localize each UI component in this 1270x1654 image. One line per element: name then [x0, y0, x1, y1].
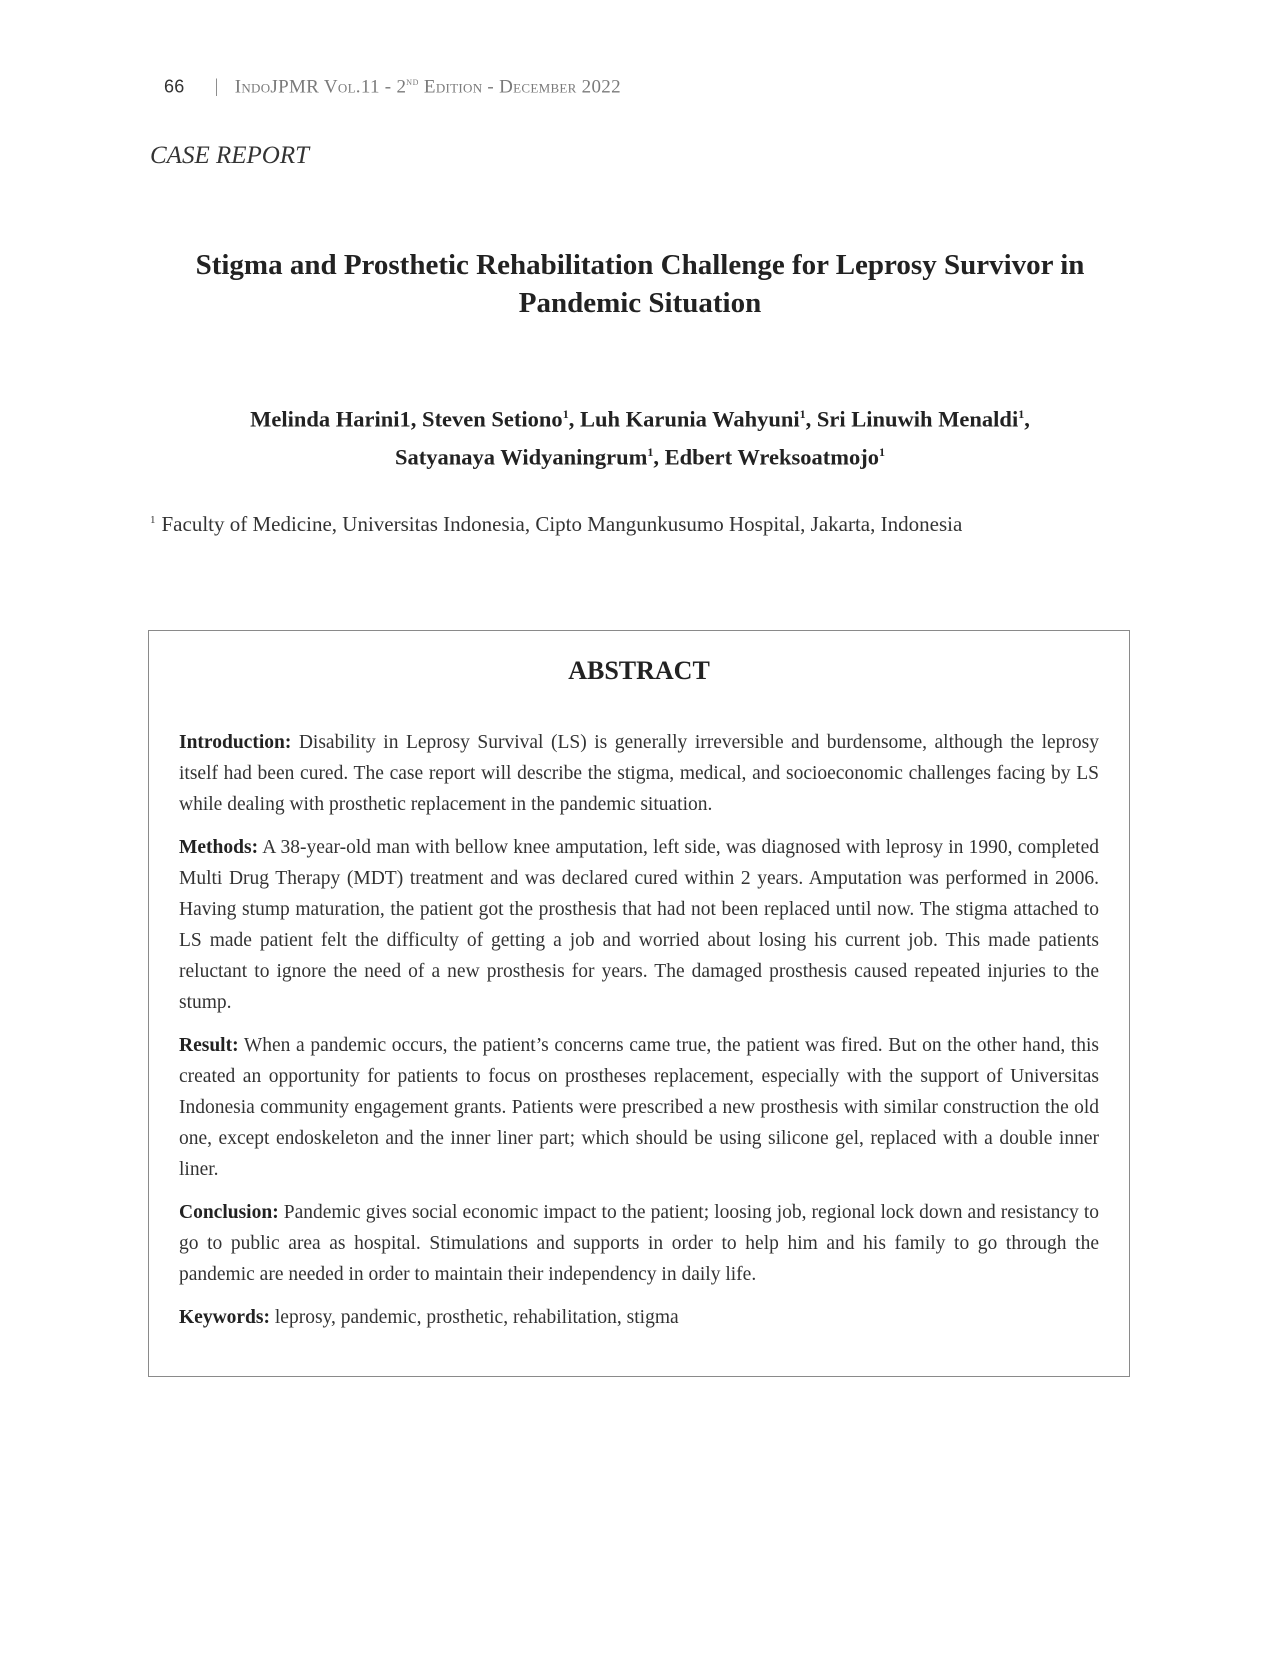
running-header [164, 76, 621, 98]
page-number: 66 [164, 76, 185, 97]
article-title [150, 246, 1130, 322]
title-line: Stigma and Prosthetic Rehabilitation Challenge for Leprosy Survivor in [195, 249, 1085, 281]
abstract-keywords [179, 1302, 1099, 1333]
abstract-conclusion [179, 1197, 1099, 1290]
affiliation-marker: 1 [879, 444, 885, 459]
section-label: Conclusion: [179, 1202, 279, 1223]
abstract-body [179, 727, 1099, 1345]
abstract-box [148, 630, 1130, 1377]
affiliation-text: Faculty of Medicine, Universitas Indonesia, Cipto Mangunkusumo Hospital, Jakarta, Indonesia [161, 512, 963, 536]
section-label: Keywords: [179, 1307, 270, 1328]
journal-edition-superscript: nd [406, 76, 419, 88]
abstract-heading: ABSTRACT [568, 656, 710, 685]
affiliation-marker: 1 [799, 407, 806, 421]
article-type: CASE REPORT [150, 142, 310, 169]
affiliation-number: 1 [150, 514, 156, 526]
section-text: leprosy, pandemic, prosthetic, rehabilitation, stigma [270, 1307, 679, 1328]
journal-info: IndoJPMR Vol.11 - 2 [234, 76, 407, 98]
section-text: Disability in Leprosy Survival (LS) is generally irreversible and burdensome, although the leprosy itself had been cured. The case report will describe the stigma, medical, and socioeconomic challenges facing by LS while dealing with prosthetic replacement in the pandemic situation. [179, 732, 1099, 815]
section-text: When a pandemic occurs, the patient’s concerns came true, the patient was fired. But on the other hand, this created an opportunity for patients to focus on prostheses replacement, especially with the support of Universitas Indonesia community engagement grants. Patients were prescribed a new prosthesis with similar construction the old one, except endoskeleton and the inner liner part; which should be using silicone gel, replaced with a double inner liner. [179, 1035, 1099, 1180]
affiliation-marker: 1 [647, 444, 654, 459]
author-name: Melinda Harini1, Steven Setiono [250, 406, 563, 432]
abstract-introduction [179, 727, 1099, 820]
section-text: Pandemic gives social economic impact to the patient; loosing job, regional lock down and resistancy to go to public area as hospital. Stimulations and supports in order to help him and his family to go through the pandemic are needed in order to maintain their independency in daily life. [179, 1202, 1099, 1285]
affiliation [150, 512, 962, 537]
affiliation-marker: 1 [1018, 407, 1025, 421]
author-name: Satyanaya Widyaningrum [394, 444, 648, 469]
author-name: , Luh Karunia Wahyuni [568, 406, 800, 432]
author-line [150, 436, 1130, 474]
title-line: Pandemic Situation [518, 287, 762, 319]
affiliation-marker: 1 [562, 407, 569, 421]
header-separator: | [214, 76, 219, 98]
section-label: Introduction: [179, 732, 292, 753]
author-name: , Edbert Wreksoatmojo [653, 444, 879, 469]
abstract-methods [179, 832, 1099, 1018]
author-line [150, 398, 1130, 436]
author-separator: , [1024, 406, 1030, 432]
author-name: , Sri Linuwih Menaldi [805, 406, 1019, 432]
author-list [150, 398, 1130, 473]
section-label: Result: [179, 1035, 239, 1056]
section-text: A 38-year-old man with bellow knee amputation, left side, was diagnosed with leprosy in 1990, completed Multi Drug Therapy (MDT) treatment and was declared cured within 2 years. Amputation was performed in 2006. Having stump maturation, the patient got the prosthesis that had not been replaced until now. The stigma attached to LS made patient felt the difficulty of getting a job and worried about losing his current job. This made patients reluctant to ignore the need of a new prosthesis for years. The damaged prosthesis caused repeated injuries to the stump. [179, 837, 1099, 1013]
journal-info-rest: Edition - December 2022 [418, 76, 621, 98]
abstract-result [179, 1030, 1099, 1185]
section-label: Methods: [179, 837, 259, 858]
